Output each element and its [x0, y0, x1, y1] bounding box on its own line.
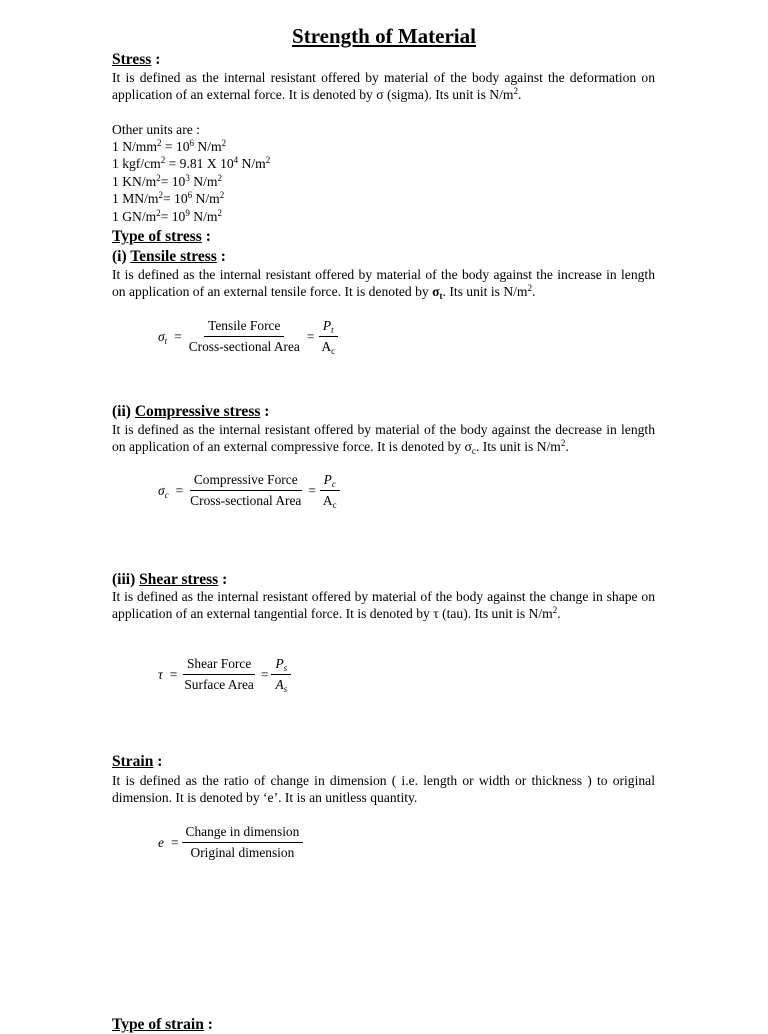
unit-conversion: 1 $MN/m^2= 10^6$ $N/m^2$	[112, 190, 225, 207]
unit-conversion: 1 $GN/m^2= 10^9$ $N/m^2$	[112, 207, 222, 224]
shear-definition: It is defined as the internal resistant offered by material of the body against the change in shape on application of an external tangential force. It is denoted by τ (tau). Its unit is $N/m^2$.	[112, 589, 655, 622]
tensile-stress-formula: $\sigma_t$ = $\frac{\text{Tensile Force}}{\text{Cross-sectional Area}}$ = $\frac{P_t}{A_c}$	[158, 318, 339, 355]
strain-formula: e = $\frac{\text{Change in dimension}}{\text{Original dimension}}$	[158, 824, 303, 861]
document-title: Strength of Material	[292, 24, 476, 48]
compressive-definition: It is defined as the internal resistant offered by material of the body against the decrease in length on application of an external compressive force. It is denoted by $\sigma_c$. Its unit is $N/m^2$.	[112, 422, 655, 457]
compressive-stress-heading: (ii) Compressive stress :	[112, 403, 270, 420]
unit-conversion: 1 $N/mm^2 = 10^6$ $N/m^2$	[112, 138, 227, 154]
stress-definition: It is defined as the internal resistant offered by material of the body against the deformation on application of an external force. It is denoted by σ (sigma). Its unit is $N/m^2$.	[112, 70, 655, 103]
other-units-label: Other units are :	[112, 122, 200, 137]
compressive-stress-formula: $\sigma_c$ = $\frac{\text{Compressive Force}}{\text{Cross-sectional Area}}$ = $\frac{P_c}{A_c}$	[158, 472, 341, 509]
unit-conversion: 1 kgf/$cm^2 = 9.81$ X $10^4$ $N/m^2$	[112, 155, 271, 172]
strain-definition: It is defined as the ratio of change in dimension ( i.e. length or width or thickness ) to original dimension. It is denoted by ‘e’. It is an unitless quantity.	[112, 773, 655, 806]
type-of-stress-heading: Type of stress :	[112, 228, 211, 245]
stress-heading: Stress :	[112, 51, 161, 68]
unit-conversions-list	[112, 138, 270, 225]
strain-heading: Strain :	[112, 753, 163, 770]
type-of-strain-heading: Type of strain :	[112, 1016, 213, 1033]
unit-conversion: 1 $KN/m^2= 10^3$ $N/m^2$	[112, 172, 222, 189]
tensile-stress-heading: (i) Tensile stress :	[112, 248, 226, 265]
shear-stress-formula: τ = $\frac{\text{Shear Force}}{\text{Surface Area}}$ = $\frac{P_s}{A_s}$	[158, 656, 291, 693]
tensile-definition: It is defined as the internal resistant offered by material of the body against the increase in length on application of an external tensile force. It is denoted by $\sigma_t$. Its unit is $N/m^2$.	[112, 267, 655, 302]
shear-stress-heading: (iii) Shear stress :	[112, 571, 228, 588]
